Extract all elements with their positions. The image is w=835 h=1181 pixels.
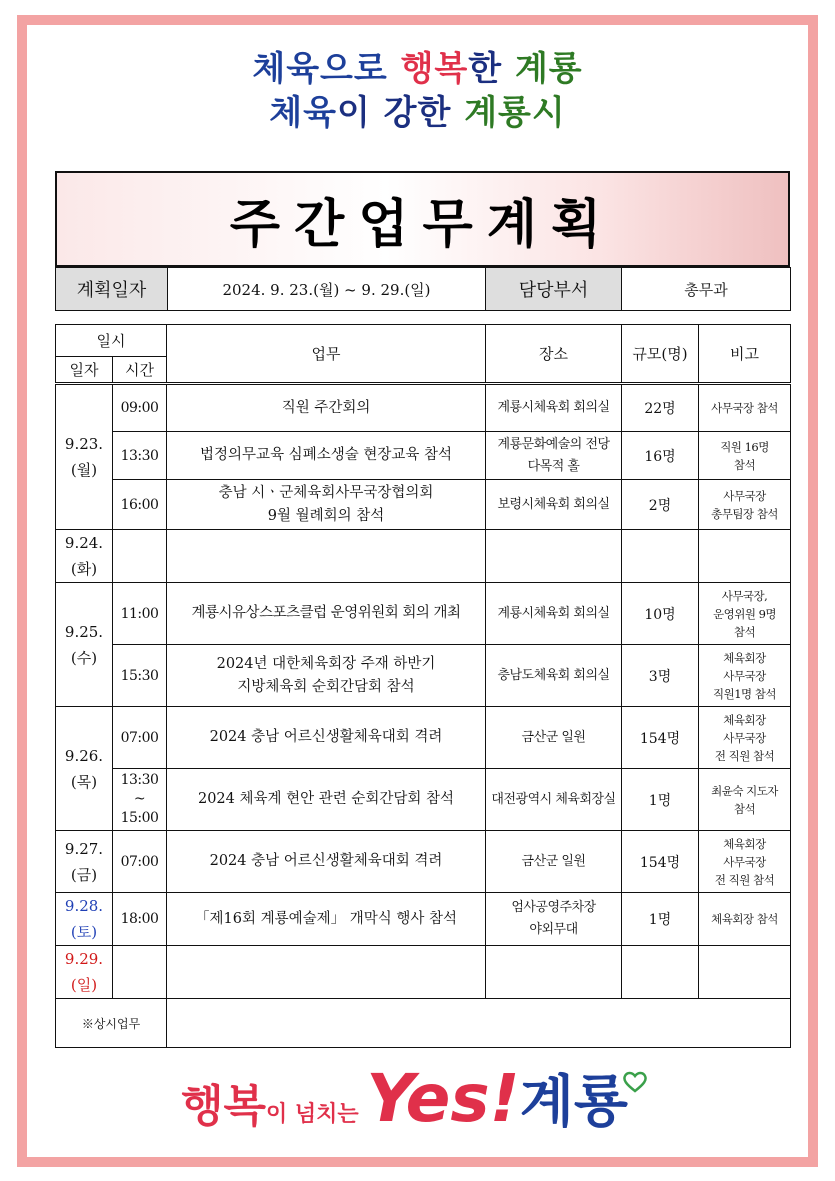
- header-time: 시간: [113, 357, 167, 384]
- slogan-line-2: [0, 92, 835, 134]
- time-cell: 11:00: [113, 583, 167, 645]
- time-cell: 07:00: [113, 707, 167, 769]
- scale-cell: 154명: [622, 707, 699, 769]
- document-title: 주간업무계획: [229, 194, 616, 255]
- date-cell-0924: 9.24. (화): [56, 530, 113, 583]
- task-cell: 충남 시ㆍ군체육회사무국장협의회 9월 월례회의 참석: [167, 480, 486, 530]
- task-cell: 2024 체육계 현안 관련 순회간담회 참석: [167, 769, 486, 831]
- note-cell: 직원 16명 참석: [699, 432, 791, 480]
- task-cell: 2024 충남 어르신생활체육대회 격려: [167, 707, 486, 769]
- plan-date-value: 2024. 9. 23.(월) ~ 9. 29.(일): [168, 268, 486, 311]
- table-row: [56, 946, 791, 999]
- place-cell: 충남도체육회 회의실: [486, 645, 622, 707]
- task-cell: 2024 충남 어르신생활체육대회 격려: [167, 831, 486, 893]
- slogan2-part-1: 체육: [269, 93, 337, 133]
- date-cell-0929: 9.29. (일): [56, 946, 113, 999]
- plan-date-label: 계획일자: [56, 268, 168, 311]
- time-cell: 16:00: [113, 480, 167, 530]
- place-cell: 금산군 일원: [486, 831, 622, 893]
- date-cell-0927: 9.27. (금): [56, 831, 113, 893]
- table-row: [56, 707, 791, 769]
- place-cell: 엄사공영주차장 야외무대: [486, 893, 622, 946]
- plan-info-table: [55, 267, 791, 311]
- weekly-schedule-table: [55, 324, 791, 1048]
- scale-cell: 3명: [622, 645, 699, 707]
- heart-icon: [622, 1071, 648, 1093]
- date-cell-0928: 9.28. (토): [56, 893, 113, 946]
- table-row: [56, 999, 791, 1048]
- place-cell: 대전광역시 체육회장실: [486, 769, 622, 831]
- task-cell: 직원 주간회의: [167, 384, 486, 432]
- note-cell: 사무국장 참석: [699, 384, 791, 432]
- task-cell: 계룡시유상스포츠클럽 운영위원회 회의 개최: [167, 583, 486, 645]
- dept-value: 총무과: [622, 268, 791, 311]
- slogan-line-1: [0, 48, 835, 90]
- table-row: [56, 831, 791, 893]
- footer-slogan-logo: [0, 1058, 835, 1138]
- scale-cell: 1명: [622, 769, 699, 831]
- footer-part-1: 행복: [181, 1081, 267, 1132]
- slogan1-part-3: 한: [468, 49, 515, 89]
- header-task: 업무: [167, 325, 486, 384]
- task-cell: 법정의무교육 심폐소생술 현장교육 참석: [167, 432, 486, 480]
- document-title-box: [55, 171, 790, 267]
- table-row: [56, 893, 791, 946]
- place-cell: 계룡시체육회 회의실: [486, 583, 622, 645]
- time-cell: 13:30 ~ 15:00: [113, 769, 167, 831]
- table-row: [56, 432, 791, 480]
- slogan1-part-4: 계룡: [514, 49, 583, 89]
- note-cell: 체육회장 사무국장 직원1명 참석: [699, 645, 791, 707]
- table-row: [56, 480, 791, 530]
- slogan1-part-1: 체육으로: [252, 49, 401, 89]
- slogan2-part-3: 계룡시: [464, 93, 566, 133]
- slogan2-part-2: 이 강한: [336, 93, 465, 133]
- header-note: 비고: [699, 325, 791, 384]
- header-datetime: 일시: [56, 325, 167, 357]
- time-cell: 15:30: [113, 645, 167, 707]
- table-row: [56, 645, 791, 707]
- table-row: [56, 530, 791, 583]
- table-row: [56, 384, 791, 432]
- note-cell: 체육회장 참석: [699, 893, 791, 946]
- time-cell: 18:00: [113, 893, 167, 946]
- scale-cell: 2명: [622, 480, 699, 530]
- time-cell: 07:00: [113, 831, 167, 893]
- always-task-content: [167, 999, 791, 1048]
- header-place: 장소: [486, 325, 622, 384]
- time-cell: 09:00: [113, 384, 167, 432]
- footer-part-4: 계룡: [519, 1070, 628, 1135]
- scale-cell: 1명: [622, 893, 699, 946]
- header-scale: 규모(명): [622, 325, 699, 384]
- dept-label: 담당부서: [486, 268, 622, 311]
- place-cell: 계룡문화예술의 전당 다목적 홀: [486, 432, 622, 480]
- task-cell: 「제16회 계룡예술제」 개막식 행사 참석: [167, 893, 486, 946]
- scale-cell: 22명: [622, 384, 699, 432]
- footer-part-3: Yes!: [366, 1060, 520, 1137]
- date-cell-0926: 9.26. (목): [56, 707, 113, 831]
- date-cell-0925: 9.25. (수): [56, 583, 113, 707]
- footer-part-2: 이 넘치는: [266, 1102, 367, 1127]
- header-date: 일자: [56, 357, 113, 384]
- time-cell: 13:30: [113, 432, 167, 480]
- place-cell: 보령시체육회 회의실: [486, 480, 622, 530]
- always-task-label: ※상시업무: [56, 999, 167, 1048]
- table-row: [56, 769, 791, 831]
- note-cell: 체육회장 사무국장 전 직원 참석: [699, 831, 791, 893]
- place-cell: 금산군 일원: [486, 707, 622, 769]
- note-cell: 사무국장, 운영위원 9명 참석: [699, 583, 791, 645]
- note-cell: 최윤숙 지도자 참석: [699, 769, 791, 831]
- task-cell: 2024년 대한체육회장 주재 하반기 지방체육회 순회간담회 참석: [167, 645, 486, 707]
- slogan1-part-2: 행복: [400, 49, 469, 89]
- place-cell: 계룡시체육회 회의실: [486, 384, 622, 432]
- table-row: [56, 583, 791, 645]
- note-cell: 체육회장 사무국장 전 직원 참석: [699, 707, 791, 769]
- scale-cell: 16명: [622, 432, 699, 480]
- scale-cell: 154명: [622, 831, 699, 893]
- date-cell-0923: 9.23. (월): [56, 384, 113, 530]
- scale-cell: 10명: [622, 583, 699, 645]
- note-cell: 사무국장 총무팀장 참석: [699, 480, 791, 530]
